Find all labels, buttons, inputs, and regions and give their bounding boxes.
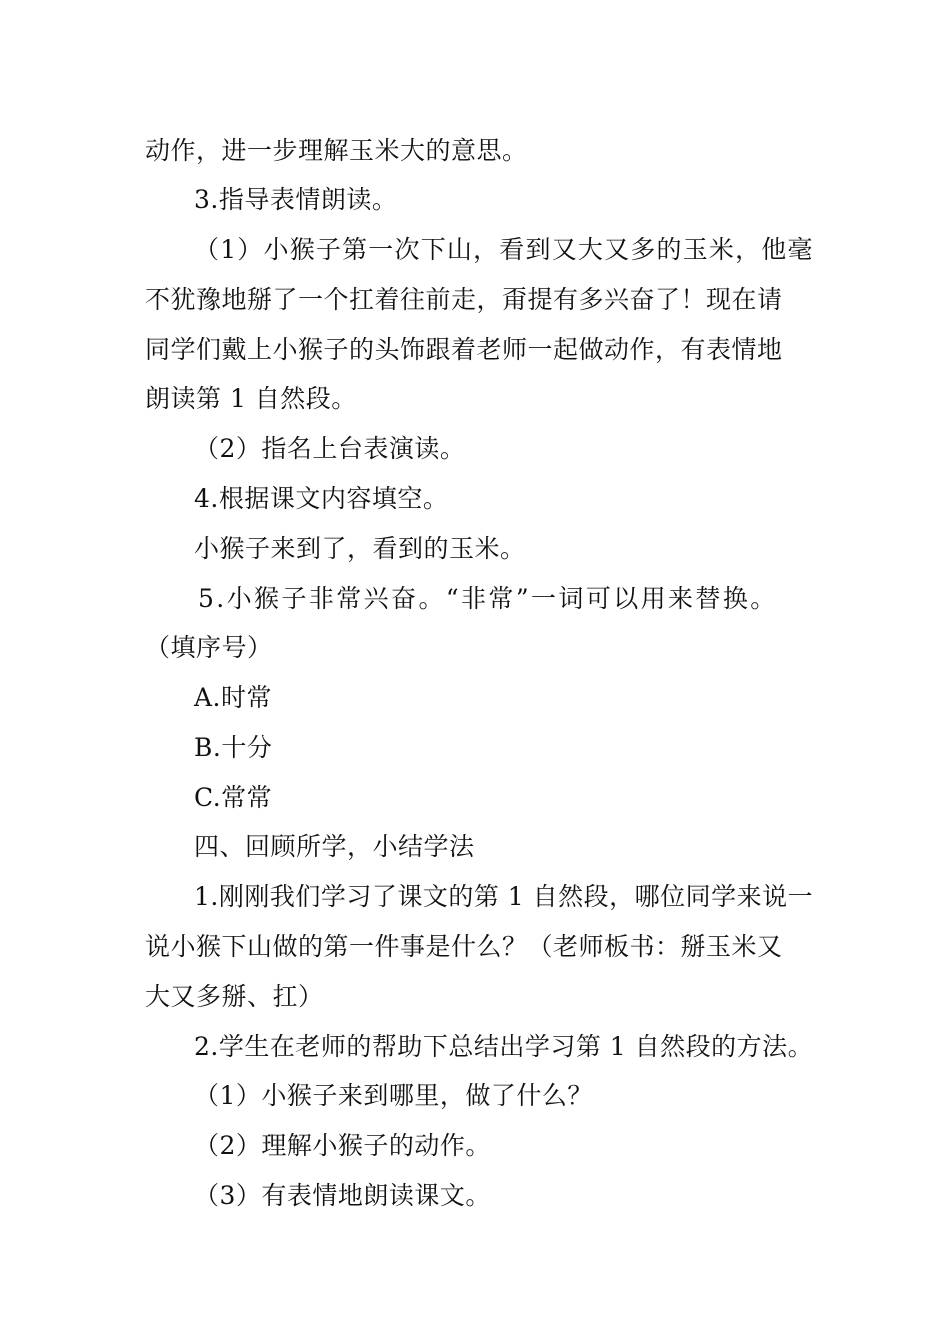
text-line: A.时常 xyxy=(194,683,273,712)
text-line: 3.指导表情朗读。 xyxy=(194,185,398,214)
text-line: （填序号） xyxy=(145,633,273,662)
text-line: （1）小猴子第一次下山，看到又大又多的玉米，他毫 xyxy=(194,235,814,264)
text-line: 不犹豫地掰了一个扛着往前走，甭提有多兴奋了！现在请 xyxy=(145,285,783,314)
text-line: （3）有表情地朗读课文。 xyxy=(194,1181,491,1210)
section-heading: 四、回顾所学，小结学法 xyxy=(194,832,475,861)
text-line: （1）小猴子来到哪里，做了什么？ xyxy=(194,1081,593,1110)
text-line: 大又多掰、扛） xyxy=(145,982,324,1011)
text-line: （2）指名上台表演读。 xyxy=(194,434,466,463)
text-line: 朗读第 1 自然段。 xyxy=(145,384,357,413)
text-line: C.常常 xyxy=(194,783,273,812)
text-line: 同学们戴上小猴子的头饰跟着老师一起做动作，有表情地 xyxy=(145,335,783,364)
text-line: 动作，进一步理解玉米大的意思。 xyxy=(145,136,528,165)
text-line: 说小猴下山做的第一件事是什么？（老师板书：掰玉米又 xyxy=(145,932,783,961)
text-line: 1.刚刚我们学习了课文的第 1 自然段，哪位同学来说一 xyxy=(194,882,814,911)
text-line: 4.根据课文内容填空。 xyxy=(194,484,449,513)
text-line: （2）理解小猴子的动作。 xyxy=(194,1131,491,1160)
text-line: 5.小猴子非常兴奋。“非常”一词可以用来替换。 xyxy=(198,584,778,613)
text-line: B.十分 xyxy=(194,733,273,762)
text-line: 小猴子来到了，看到的玉米。 xyxy=(194,534,526,563)
text-line: 2.学生在老师的帮助下总结出学习第 1 自然段的方法。 xyxy=(194,1032,814,1061)
